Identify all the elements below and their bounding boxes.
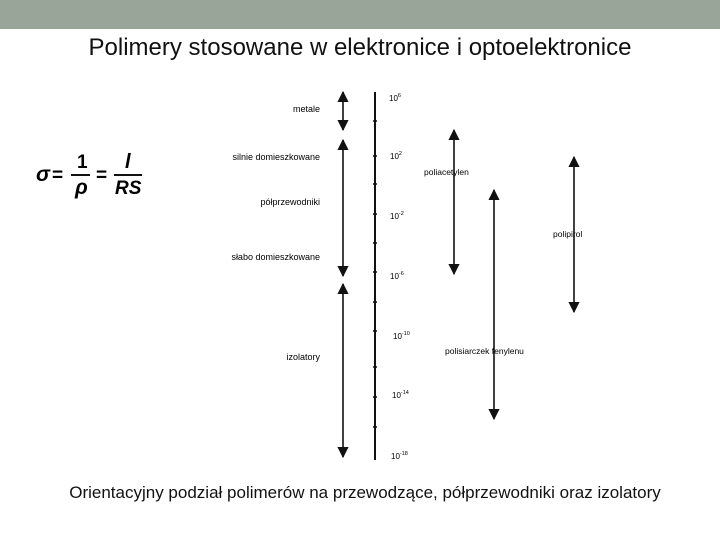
formula-rs: RS: [115, 178, 142, 199]
category-label-slabo: słabo domieszkowane: [231, 252, 320, 262]
formula-eq-1: =: [52, 165, 64, 186]
polymer-label-polipirol: polipirol: [553, 229, 583, 239]
slide-title: Polimery stosowane w elektronice i optoelektronice: [88, 34, 632, 61]
category-label-metale: metale: [292, 104, 320, 114]
category-label-izolatory: izolatory: [286, 352, 320, 362]
category-label-silnie: silnie domieszkowane: [232, 152, 320, 162]
formula-sigma: σ: [36, 163, 50, 186]
scale-label-1e-10: $10^{-10}$: [393, 331, 410, 341]
scale-label-1e6: $10^6$: [389, 93, 401, 103]
formula-rho: ρ: [75, 176, 88, 199]
formula-eq-2: =: [96, 165, 108, 186]
scale-label-1e-6: $10^{-6}$: [390, 271, 404, 281]
formula-numerator-l: l: [125, 151, 131, 173]
polymer-label-poliacetylen: poliacetylen: [424, 167, 469, 177]
scale-label-1e-18: $10^{-18}$: [391, 451, 408, 461]
formula-numerator-1: 1: [77, 152, 88, 173]
polymer-label-polisiarczek: polisiarczek fenylenu: [445, 346, 524, 356]
slide-caption: Orientacyjny podział polimerów na przewodzące, półprzewodniki oraz izolatory: [69, 483, 661, 502]
scale-label-1e-2: $10^{-2}$: [390, 211, 404, 221]
scale-label-1e-14: $10^{-14}$: [392, 390, 409, 400]
scale-label-1e2: $10^2$: [390, 151, 402, 161]
category-label-polprzewodniki: półprzewodniki: [260, 197, 320, 207]
